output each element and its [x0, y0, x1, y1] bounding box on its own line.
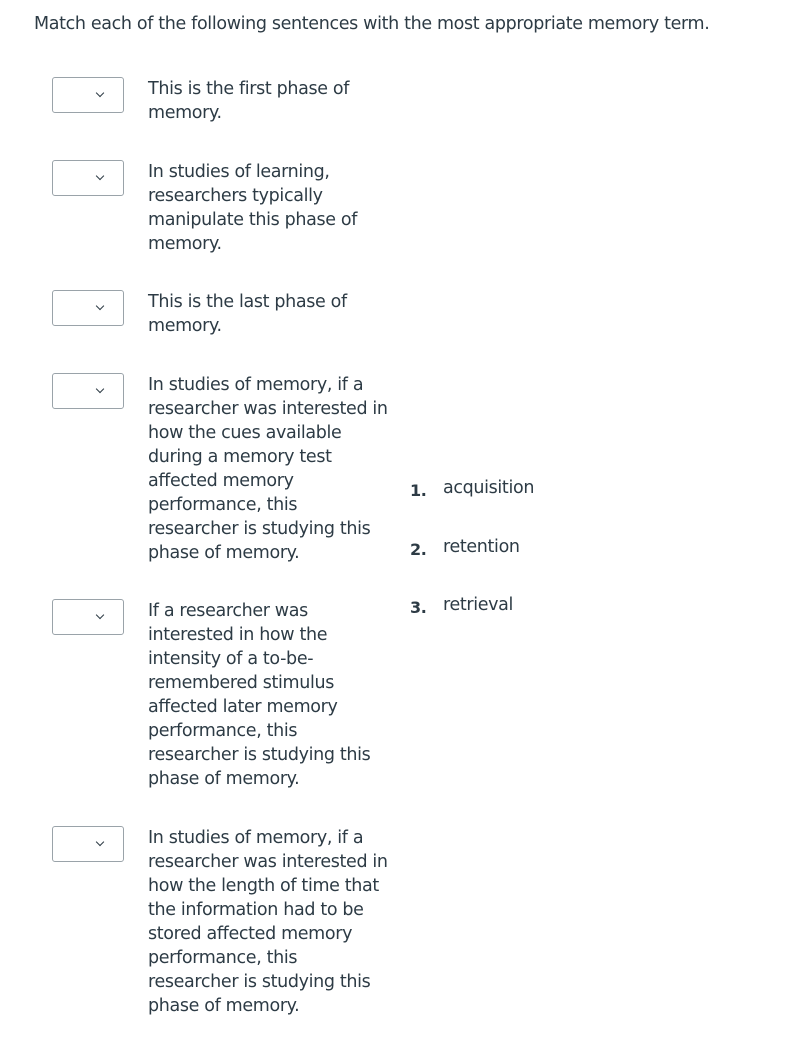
answer-option-1 [410, 478, 534, 537]
statement-1: This is the first phase of memory. [148, 79, 350, 123]
chevron-down-icon [96, 89, 104, 97]
answer-select-5[interactable] [52, 599, 124, 635]
answer-label: retrieval [443, 595, 514, 615]
answer-number: 2. [410, 539, 427, 559]
answer-label: retention [443, 536, 520, 557]
answer-number: 3. [410, 598, 427, 617]
chevron-down-icon [96, 172, 104, 180]
statement-6: In studies of memory, if a researcher was interested in how the length of time that the information had to be stored affected memory performance, this researcher is studying this phase of memory. [148, 828, 388, 1016]
answer-option-2 [410, 537, 534, 596]
statement-2: In studies of learning, researchers typically manipulate this phase of memory. [148, 162, 358, 254]
instruction-text: Match each of the following sentences with the most appropriate memory term. [34, 14, 710, 34]
chevron-down-icon [96, 302, 104, 310]
statement-4: In studies of memory, if a researcher was interested in how the cues available during a memory test affected memory performance, this researcher is studying this phase of memory. [148, 375, 388, 563]
answer-option-3 [410, 595, 534, 654]
answer-select-6[interactable] [52, 826, 124, 862]
answer-number: 1. [410, 481, 427, 500]
answer-label: acquisition [443, 478, 535, 498]
answer-select-3[interactable] [52, 290, 124, 326]
answer-select-1[interactable] [52, 77, 124, 113]
chevron-down-icon [96, 611, 104, 619]
answer-select-2[interactable] [52, 160, 124, 196]
chevron-down-icon [96, 385, 104, 393]
statement-5: If a researcher was interested in how the intensity of a to-be-remembered stimulus affected later memory performance, this researcher is studying this phase of memory. [148, 601, 371, 789]
answer-list [410, 478, 534, 654]
statement-3: This is the last phase of memory. [148, 292, 347, 336]
answer-select-4[interactable] [52, 373, 124, 409]
chevron-down-icon [96, 838, 104, 846]
